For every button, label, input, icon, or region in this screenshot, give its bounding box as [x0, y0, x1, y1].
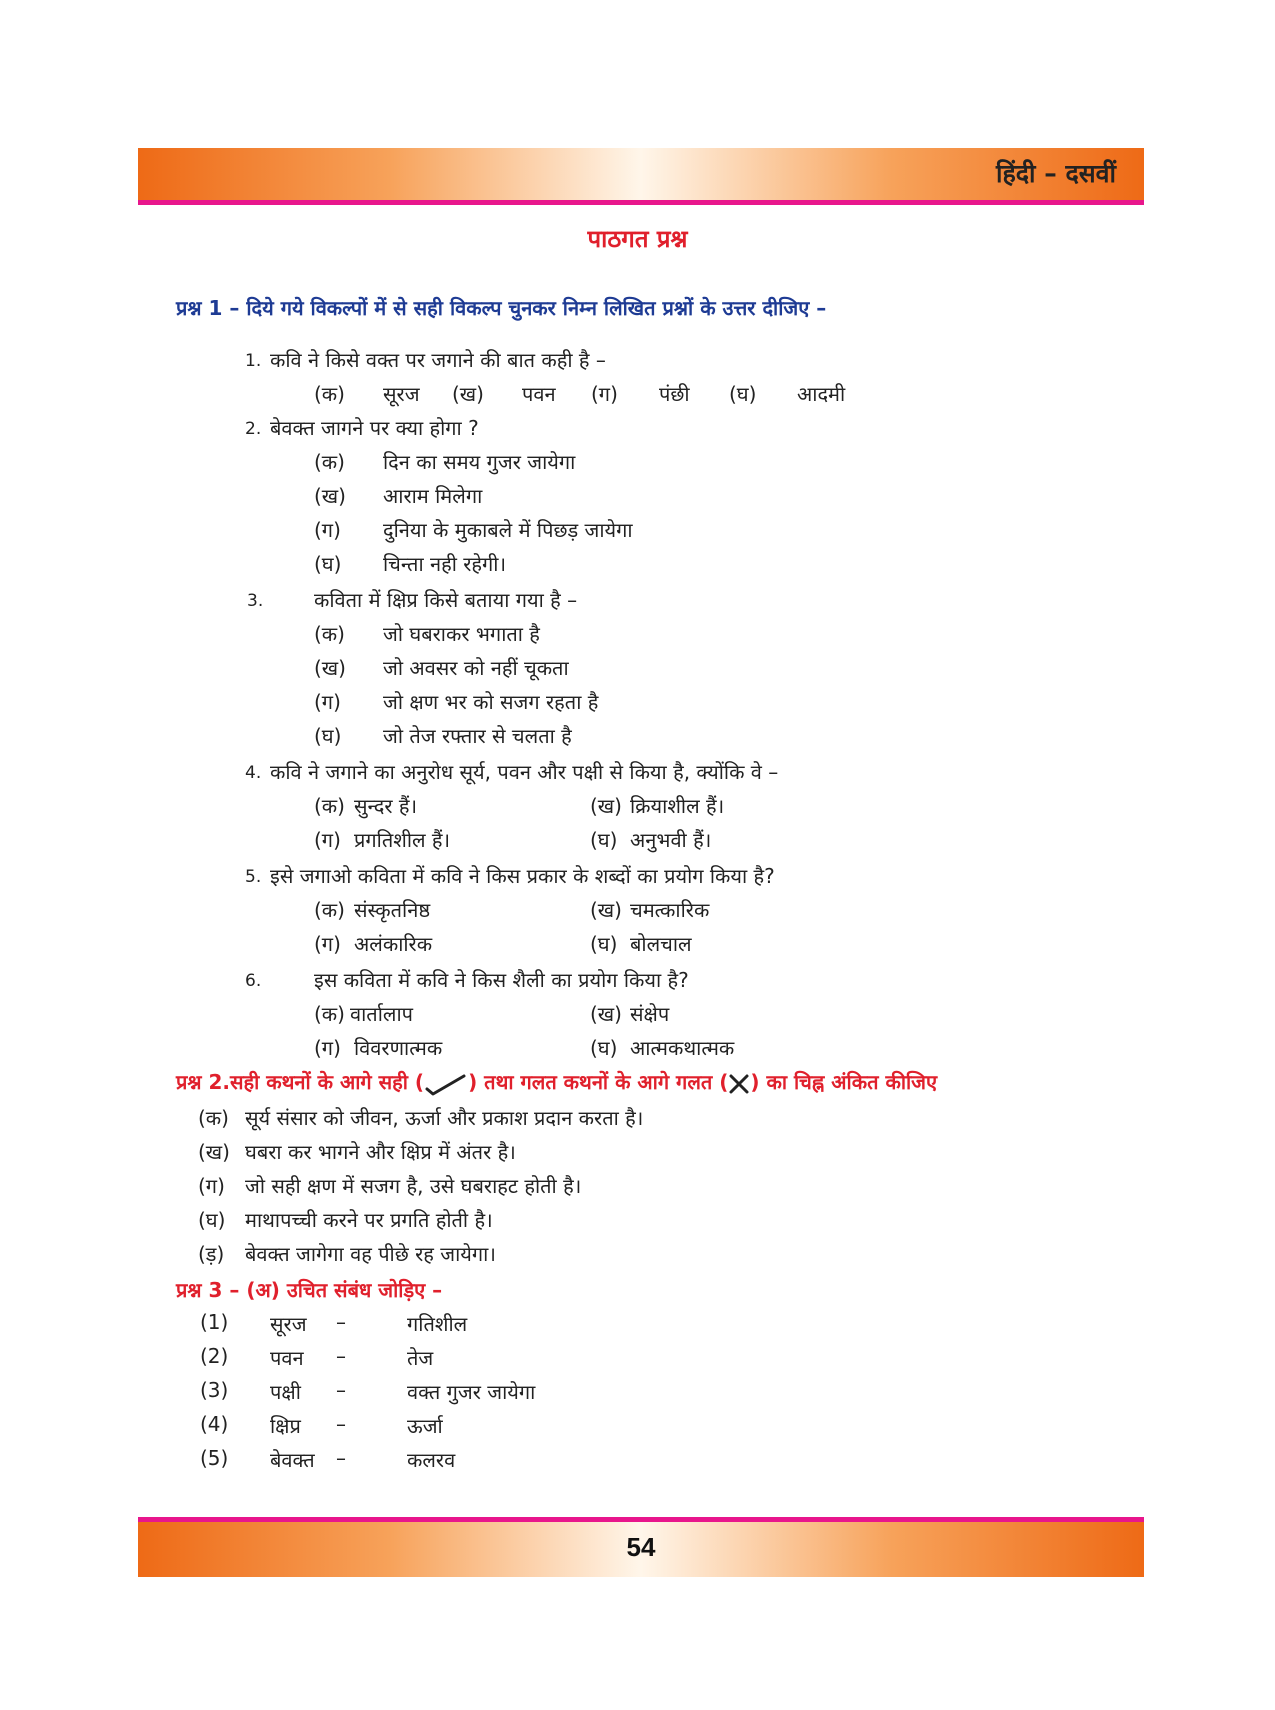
pair-dash: – [336, 1446, 346, 1470]
option-text: चमत्कारिक [630, 898, 710, 922]
header-band [138, 148, 1144, 200]
q1-item-number: 6. [245, 971, 262, 991]
pair-left: क्षिप्र [270, 1414, 301, 1438]
option-label: (घ) [729, 382, 757, 406]
option-label: (क) [314, 622, 345, 646]
option-label: (घ) [314, 724, 342, 748]
option-label: (ख) [590, 898, 622, 922]
pair-right: तेज [407, 1346, 434, 1370]
option-label: (क) [314, 382, 345, 406]
statement-label: (ख) [198, 1140, 230, 1164]
option-text: संस्कृतनिष्ठ [354, 898, 431, 922]
option-text: पंछी [659, 382, 690, 406]
pair-dash: – [336, 1344, 346, 1368]
q1-item-text: बेवक्त जागने पर क्या होगा ? [270, 416, 479, 440]
q1-item-text: इसे जगाओ कविता में कवि ने किस प्रकार के शब्दों का प्रयोग किया है? [270, 864, 775, 888]
statement-label: (ड़) [198, 1242, 225, 1266]
option-label: (क) [314, 1002, 345, 1026]
tick-icon [424, 1072, 468, 1096]
option-label: (घ) [590, 1036, 618, 1060]
option-text: वार्तालाप [350, 1002, 413, 1026]
option-label: (ग) [314, 932, 341, 956]
q2-heading-part3: ) का चिह्न अंकित कीजिए [750, 1070, 938, 1094]
pair-right: वक्त गुजर जायेगा [407, 1380, 536, 1404]
pair-right: कलरव [407, 1448, 456, 1472]
section-title: पाठगत प्रश्न [587, 225, 688, 253]
option-text: जो अवसर को नहीं चूकता [383, 656, 569, 680]
pair-number: (5) [200, 1446, 229, 1470]
q2-heading [176, 1068, 937, 1096]
pair-dash: – [336, 1412, 346, 1436]
q1-heading: प्रश्न 1 – दिये गये विकल्पों में से सही विकल्प चुनकर निम्न लिखित प्रश्नों के उत्तर दीजिए – [176, 296, 827, 320]
pair-right: गतिशील [407, 1312, 468, 1336]
option-text: आदमी [797, 382, 846, 406]
q1-item-number: 5. [245, 867, 262, 887]
statement-label: (ग) [198, 1174, 225, 1198]
q3-heading: प्रश्न 3 – (अ) उचित संबंध जोड़िए – [176, 1278, 443, 1302]
option-text: जो क्षण भर को सजग रहता है [383, 690, 599, 714]
option-label: (घ) [590, 932, 618, 956]
statement-label: (क) [198, 1106, 229, 1130]
option-label: (ग) [314, 690, 341, 714]
option-label: (क) [314, 898, 345, 922]
option-text: बोलचाल [630, 932, 692, 956]
statement-text: माथापच्ची करने पर प्रगति होती है। [245, 1208, 493, 1232]
option-text: पवन [522, 382, 556, 406]
statement-label: (घ) [198, 1208, 226, 1232]
q1-item-number: 1. [245, 351, 262, 371]
header-title: हिंदी – दसवीं [996, 159, 1116, 188]
option-label: (ख) [590, 794, 622, 818]
pair-left: सूरज [270, 1312, 307, 1336]
option-text: संक्षेप [630, 1002, 670, 1026]
option-text: सूरज [383, 382, 420, 406]
cross-icon [728, 1073, 750, 1095]
q1-item-text: कविता में क्षिप्र किसे बताया गया है – [314, 588, 578, 612]
statement-text: घबरा कर भागने और क्षिप्र में अंतर है। [245, 1140, 516, 1164]
pair-number: (3) [200, 1378, 229, 1402]
option-text: आत्मकथात्मक [630, 1036, 735, 1060]
option-label: (घ) [314, 552, 342, 576]
pair-number: (1) [200, 1310, 229, 1334]
footer-band [138, 1522, 1144, 1577]
option-label: (ख) [452, 382, 484, 406]
option-text: जो तेज रफ्तार से चलता है [383, 724, 572, 748]
option-label: (ख) [314, 484, 346, 508]
q1-item-number: 2. [245, 419, 262, 439]
option-text: दुनिया के मुकाबले में पिछड़ जायेगा [383, 518, 633, 542]
q1-item-text: इस कविता में कवि ने किस शैली का प्रयोग किया है? [314, 968, 689, 992]
statement-text: बेवक्त जागेगा वह पीछे रह जायेगा। [245, 1242, 496, 1266]
option-text: दिन का समय गुजर जायेगा [383, 450, 576, 474]
option-text: अलंकारिक [354, 932, 433, 956]
option-label: (क) [314, 450, 345, 474]
pair-left: बेवक्त [270, 1448, 315, 1472]
q1-item-number: 3. [247, 591, 264, 611]
option-text: जो घबराकर भगाता है [383, 622, 540, 646]
option-text: चिन्ता नही रहेगी। [383, 552, 507, 576]
option-label: (ख) [314, 656, 346, 680]
option-label: (ग) [314, 828, 341, 852]
option-text: विवरणात्मक [354, 1036, 443, 1060]
option-text: प्रगतिशील हैं। [354, 828, 451, 852]
pair-left: पक्षी [270, 1380, 301, 1404]
pair-number: (4) [200, 1412, 229, 1436]
q2-heading-part2: ) तथा गलत कथनों के आगे गलत ( [468, 1070, 729, 1094]
page-number: 54 [626, 1532, 656, 1562]
option-label: (ग) [591, 382, 618, 406]
option-label: (ख) [590, 1002, 622, 1026]
option-label: (ग) [314, 1036, 341, 1060]
q1-item-text: कवि ने किसे वक्त पर जगाने की बात कही है – [270, 348, 606, 372]
q1-item-number: 4. [245, 763, 262, 783]
pair-number: (2) [200, 1344, 229, 1368]
header-divider [138, 200, 1144, 205]
pair-left: पवन [270, 1346, 304, 1370]
statement-text: सूर्य संसार को जीवन, ऊर्जा और प्रकाश प्रदान करता है। [245, 1106, 644, 1130]
option-label: (क) [314, 794, 345, 818]
q2-heading-part1: प्रश्न 2.सही कथनों के आगे सही ( [176, 1070, 425, 1094]
option-label: (ग) [314, 518, 341, 542]
option-text: आराम मिलेगा [383, 484, 483, 508]
q1-item-text: कवि ने जगाने का अनुरोध सूर्य, पवन और पक्षी से किया है, क्योंकि वे – [270, 760, 779, 784]
pair-right: ऊर्जा [407, 1414, 443, 1438]
option-label: (घ) [590, 828, 618, 852]
option-text: अनुभवी हैं। [630, 828, 712, 852]
pair-dash: – [336, 1378, 346, 1402]
option-text: क्रियाशील हैं। [630, 794, 725, 818]
pair-dash: – [336, 1310, 346, 1334]
statement-text: जो सही क्षण में सजग है, उसे घबराहट होती है। [245, 1174, 582, 1198]
option-text: सुन्दर हैं। [354, 794, 418, 818]
